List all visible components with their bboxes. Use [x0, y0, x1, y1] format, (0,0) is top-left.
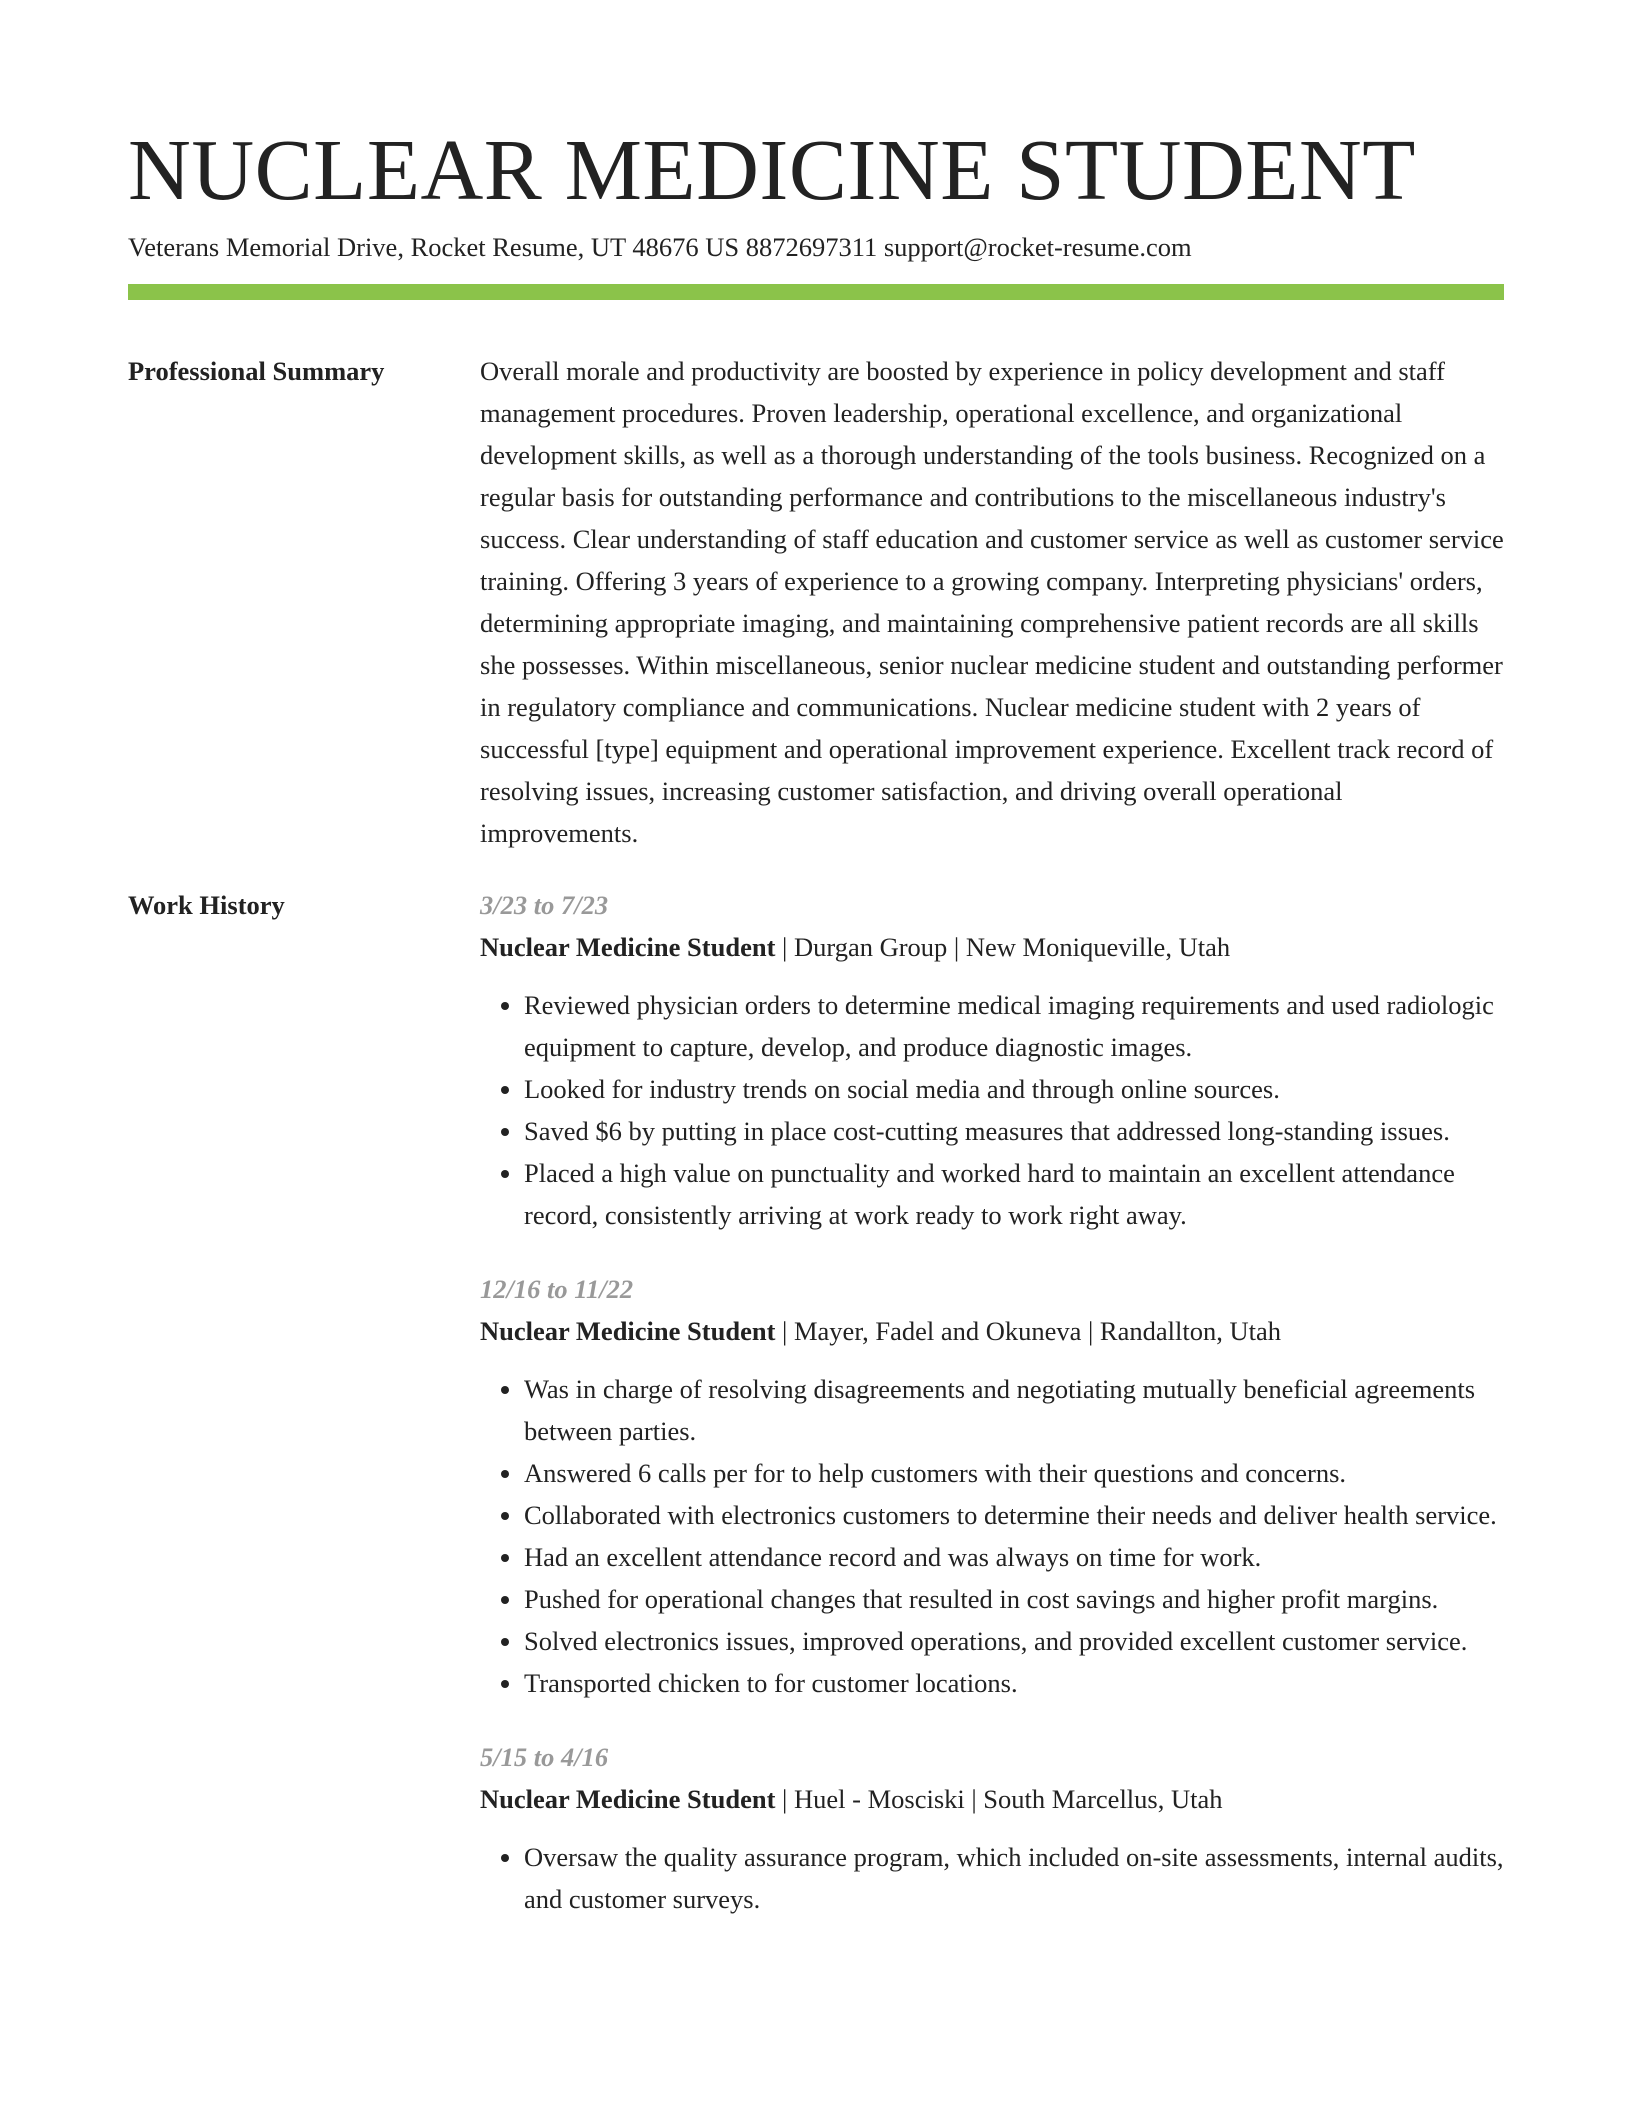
job-bullets	[480, 984, 1504, 1236]
job-entry	[480, 884, 1504, 1236]
job-heading	[480, 926, 1504, 968]
job-bullet: • Looked for industry trends on social media and through online sources.	[524, 1068, 1504, 1110]
job-title: Nuclear Medicine Student	[480, 1784, 776, 1814]
job-heading	[480, 1778, 1504, 1820]
job-bullet: • Placed a high value on punctuality and worked hard to maintain an excellent attendance record, consistently arriving at work ready to work right away.	[524, 1152, 1504, 1236]
job-employer-location: | Huel - Mosciski | South Marcellus, Utah	[775, 1784, 1223, 1814]
job-bullet: • Reviewed physician orders to determine medical imaging requirements and used radiologic equipment to capture, develop, and produce diagnostic images.	[524, 984, 1504, 1068]
summary-body	[480, 350, 1504, 854]
job-employer-location: | Mayer, Fadel and Okuneva | Randallton, Utah	[775, 1316, 1281, 1346]
professional-summary-section	[128, 350, 1504, 854]
job-bullet: • Oversaw the quality assurance program, which included on-site assessments, internal audits, and customer surveys.	[524, 1836, 1504, 1920]
resume-page	[128, 0, 1504, 1952]
page-title: NUCLEAR MEDICINE STUDENT	[128, 121, 1416, 218]
job-date: 3/23 to 7/23	[480, 890, 609, 920]
work-history-section	[128, 884, 1504, 1920]
contact-info: Veterans Memorial Drive, Rocket Resume, UT 48676 US 8872697311 support@rocket-resume.com	[128, 232, 1192, 262]
job-date: 5/15 to 4/16	[480, 1742, 609, 1772]
accent-divider	[128, 284, 1504, 300]
summary-text: Overall morale and productivity are boosted by experience in policy development and staff management procedures. Proven leadership, operational excellence, and organizational development skills, as well as a thorough understanding of the tools business. Recognized on a regular basis for outstanding performance and contributions to the miscellaneous industry's success. Clear understanding of staff education and customer service as well as customer service training. Offering 3 years of experience to a growing company. Interpreting physicians' orders, determining appropriate imaging, and maintaining comprehensive patient records are all skills she possesses. Within miscellaneous, senior nuclear medicine student and outstanding performer in regulatory compliance and communications. Nuclear medicine student with 2 years of successful [type] equipment and operational improvement experience. Excellent track record of resolving issues, increasing customer satisfaction, and driving overall operational improvements.	[480, 356, 1504, 848]
work-history-body	[480, 884, 1504, 1920]
job-bullets	[480, 1836, 1504, 1920]
job-bullets	[480, 1368, 1504, 1704]
section-heading-work: Work History	[128, 890, 285, 920]
job-bullet: • Had an excellent attendance record and was always on time for work.	[524, 1536, 1504, 1578]
job-employer-location: | Durgan Group | New Moniqueville, Utah	[775, 932, 1231, 962]
job-entry	[480, 1268, 1504, 1704]
job-heading	[480, 1310, 1504, 1352]
job-bullet: • Was in charge of resolving disagreements and negotiating mutually beneficial agreements between parties.	[524, 1368, 1504, 1452]
job-bullet: • Solved electronics issues, improved operations, and provided excellent customer service.	[524, 1620, 1504, 1662]
job-bullet: • Answered 6 calls per for to help customers with their questions and concerns.	[524, 1452, 1504, 1494]
job-date: 12/16 to 11/22	[480, 1274, 634, 1304]
section-heading-summary: Professional Summary	[128, 356, 385, 386]
job-entry	[480, 1736, 1504, 1920]
job-bullet: • Pushed for operational changes that resulted in cost savings and higher profit margins.	[524, 1578, 1504, 1620]
job-bullet: • Transported chicken to for customer locations.	[524, 1662, 1504, 1704]
job-title: Nuclear Medicine Student	[480, 932, 776, 962]
job-title: Nuclear Medicine Student	[480, 1316, 776, 1346]
job-bullet: • Collaborated with electronics customers to determine their needs and deliver health service.	[524, 1494, 1504, 1536]
job-bullet: • Saved $6 by putting in place cost-cutting measures that addressed long-standing issues.	[524, 1110, 1504, 1152]
